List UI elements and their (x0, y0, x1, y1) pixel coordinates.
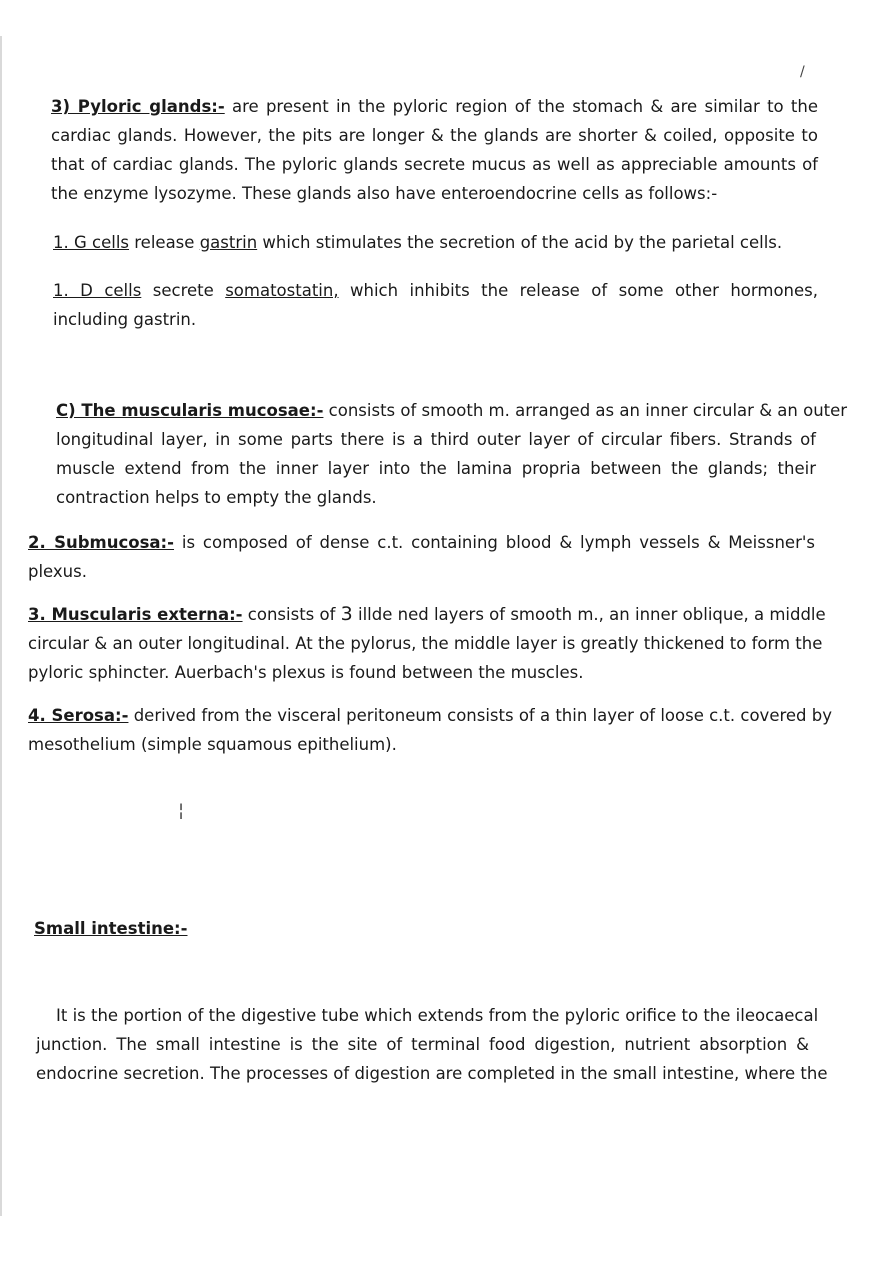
d-cells-label: 1. D cells (53, 281, 142, 300)
submucosa-heading: 2. Submucosa:- (28, 533, 175, 552)
muscularis-externa-paragraph: 3. Muscularis externa:- consists of 3 illde ned layers of smooth m., an inner oblique, a middle circular & an outer longitudinal. At the pylorus, the middle layer is greatly thickened to form the pyloric sphincter. Auerbach's plexus is found between the muscles. (28, 603, 826, 682)
g-cells-label: 1. G cells (53, 233, 130, 252)
small-intestine-section (34, 914, 334, 943)
pyloric-glands-paragraph: 3) Pyloric glands:- are present in the pyloric region of the stomach & are similar to the cardiac glands. However, the pits are longer & the glands are shorter & coiled, opposite to that of cardiac glands. The pyloric glands secrete mucus as well as appreciable amounts of the enzyme lysozyme. These glands also have enteroendocrine cells as follows:- (51, 97, 818, 203)
g-cells-paragraph: 1. G cells release gastrin which stimulates the secretion of the acid by the parietal cells. (53, 233, 783, 252)
stray-mark: ¦ (178, 800, 185, 821)
stray-mark: / (800, 64, 805, 80)
serosa-paragraph: 4. Serosa:- derived from the visceral peritoneum consists of a thin layer of loose c.t. covered by mesothelium (simple squamous epithelium). (28, 706, 832, 754)
d-cells-paragraph: 1. D cells secrete somatostatin, which inhibits the release of some other hormones, including gastrin. (53, 281, 818, 329)
pyloric-glands-heading: 3) Pyloric glands:- (51, 97, 225, 116)
muscularis-mucosae-paragraph: C) The muscularis mucosae:- consists of smooth m. arranged as an inner circular & an outer longitudinal layer, in some parts there is a third outer layer of circular fibers. Strands of muscle extend from the inner layer into the lamina propria between the glands; their contraction helps to empty the glands. (56, 401, 848, 507)
small-intestine-heading: Small intestine:- (34, 919, 188, 938)
muscularis-mucosae-heading: C) The muscularis mucosae:- (56, 401, 324, 420)
page-edge-shadow (0, 36, 2, 1216)
gastrin-term: gastrin (199, 233, 258, 252)
somatostatin-term: somatostatin, (225, 281, 339, 300)
serosa-heading: 4. Serosa:- (28, 706, 129, 725)
small-intestine-paragraph: It is the portion of the digestive tube which extends from the pyloric orifice to the ileocaecal junction. The small intestine is the site of terminal food digestion, nutrient absorption & endocrine secretion. The processes of digestion are completed in the small intestine, where the (36, 1006, 828, 1083)
muscularis-externa-heading: 3. Muscularis externa:- (28, 605, 243, 624)
submucosa-paragraph: 2. Submucosa:- is composed of dense c.t. containing blood & lymph vessels & Meissner's plexus. (28, 533, 815, 581)
